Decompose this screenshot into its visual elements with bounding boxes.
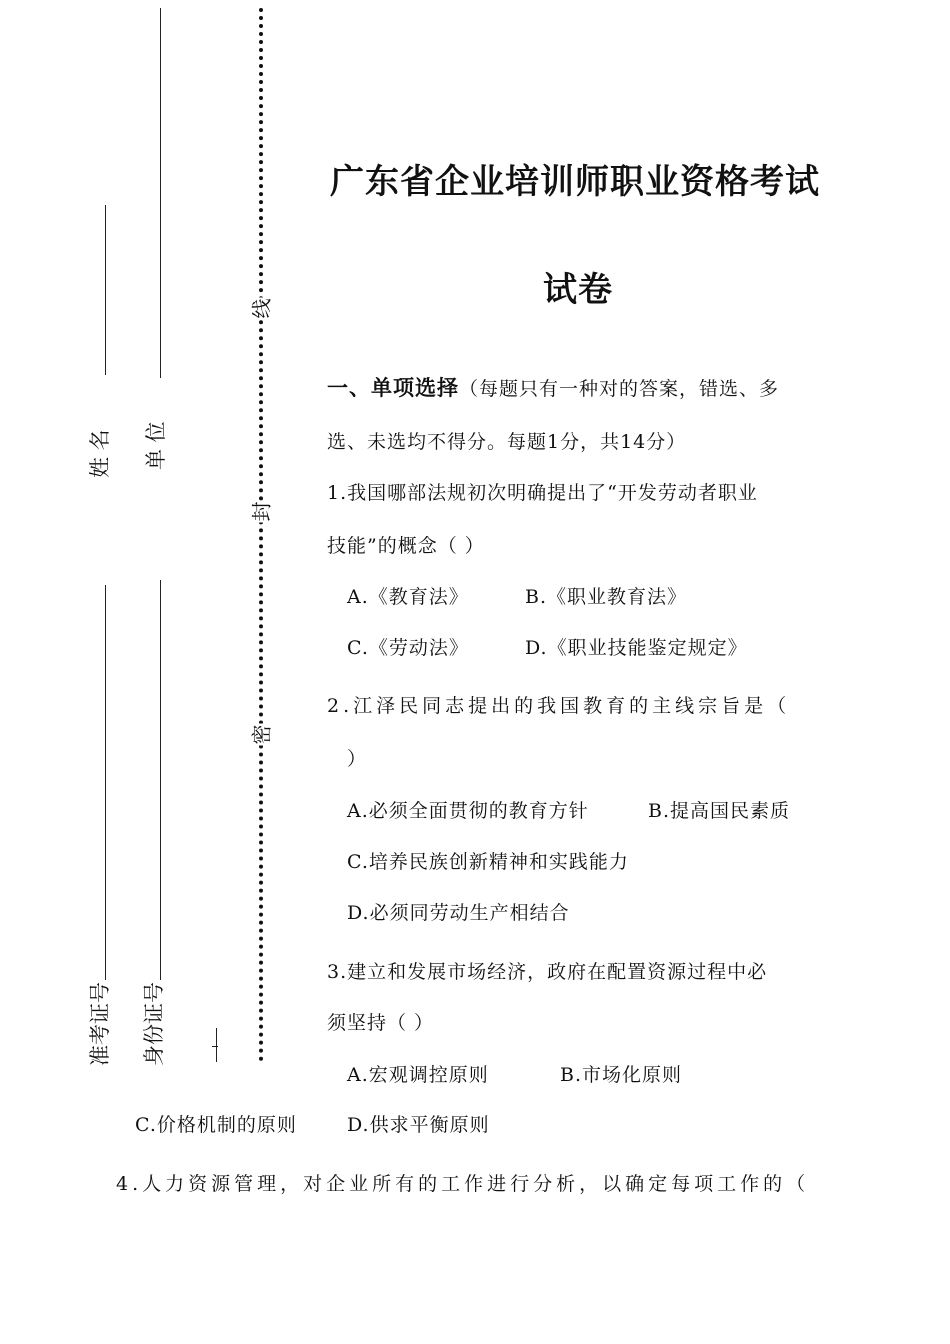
question-1-option-b[interactable]: B.《职业教育法》 — [525, 586, 688, 608]
question-1-line-2: 技能”的概念（ ） — [327, 535, 485, 557]
seal-dotted-line — [259, 8, 263, 1062]
question-2-option-b[interactable]: B.提高国民素质 — [648, 800, 791, 822]
question-3-option-d[interactable]: D.供求平衡原则 — [347, 1114, 490, 1136]
name-label: 姓 名 — [88, 429, 112, 478]
fill-line-tick — [212, 1046, 218, 1047]
fill-line-end — [216, 1028, 217, 1062]
question-2-option-c[interactable]: C.培养民族创新精神和实践能力 — [347, 851, 629, 873]
question-1-option-a[interactable]: A.《教育法》 — [347, 586, 469, 608]
exam-id-label: 准考证号 — [88, 982, 112, 1066]
question-1-option-d[interactable]: D.《职业技能鉴定规定》 — [525, 637, 748, 659]
seal-char-xian: 线 — [246, 298, 275, 320]
question-2-line-1: 2.江泽民同志提出的我国教育的主线宗旨是（ — [327, 695, 791, 717]
question-1-line-1: 1.我国哪部法规初次明确提出了“开发劳动者职业 — [327, 482, 758, 504]
question-3-line-1: 3.建立和发展市场经济，政府在配置资源过程中必 — [327, 961, 768, 983]
unit-label: 单 位 — [144, 421, 168, 470]
question-2-line-2: ） — [347, 748, 368, 770]
unit-fill-line[interactable] — [160, 8, 161, 378]
question-2-option-a[interactable]: A.必须全面贯彻的教育方针 — [347, 800, 589, 822]
question-4-line-1: 4.人力资源管理，对企业所有的工作进行分析，以确定每项工作的（ — [116, 1173, 810, 1195]
section-heading: 一、单项选择 — [327, 376, 459, 400]
question-3-line-2: 须坚持（ ） — [327, 1012, 435, 1034]
exam-id-fill-line[interactable] — [105, 585, 106, 980]
id-card-label: 身份证号 — [142, 982, 166, 1066]
seal-char-mi: 密 — [246, 724, 275, 746]
question-3-option-b[interactable]: B.市场化原则 — [560, 1064, 683, 1086]
question-3-option-c[interactable]: C.价格机制的原则 — [135, 1114, 297, 1136]
question-3-option-a[interactable]: A.宏观调控原则 — [347, 1064, 489, 1086]
section-instructions-2: 选、未选均不得分。每题1分，共14分） — [327, 431, 687, 453]
exam-subtitle: 试卷 — [543, 270, 613, 310]
section-heading-line — [327, 372, 779, 402]
exam-title: 广东省企业培训师职业资格考试 — [330, 162, 820, 202]
seal-char-feng: 封 — [246, 501, 275, 523]
section-instructions-1: （每题只有一种对的答案，错选、多 — [459, 378, 780, 400]
id-card-fill-line[interactable] — [160, 580, 161, 980]
name-fill-line[interactable] — [105, 205, 106, 375]
question-1-option-c[interactable]: C.《劳动法》 — [347, 637, 469, 659]
question-2-option-d[interactable]: D.必须同劳动生产相结合 — [347, 902, 570, 924]
